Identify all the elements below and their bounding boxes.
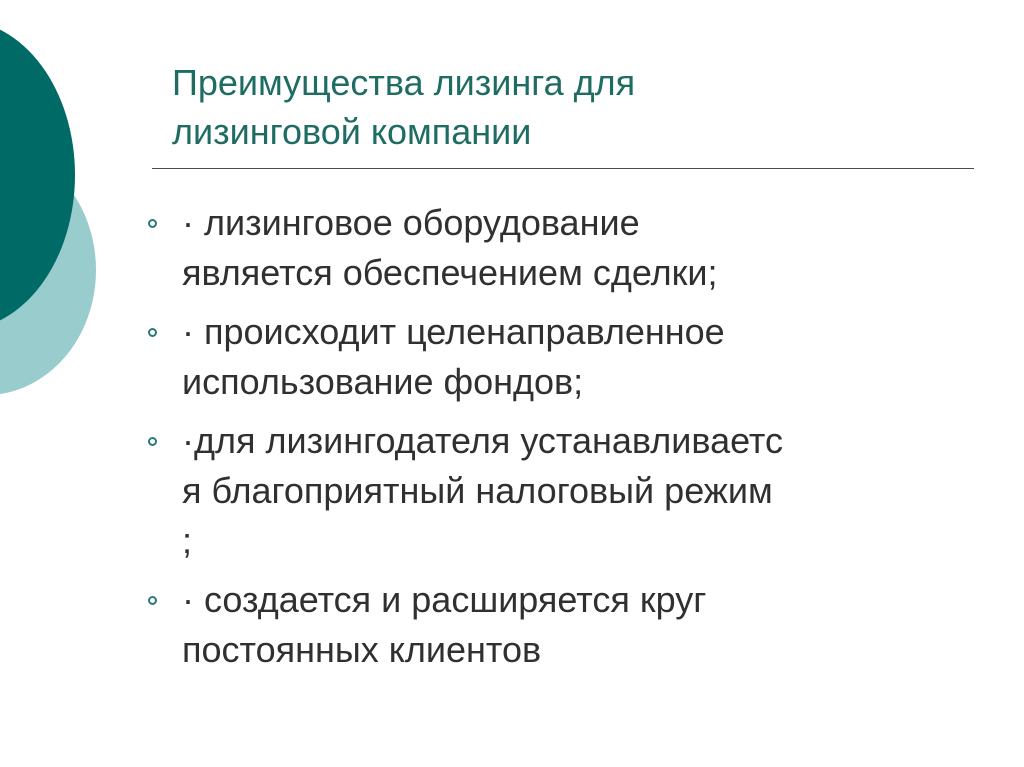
circle-outline-icon xyxy=(148,596,157,605)
advantages-list xyxy=(140,198,980,684)
slide-title-text: Преимущества лизинга для лизинговой компании xyxy=(172,62,636,152)
slide-title xyxy=(172,58,932,156)
circle-outline-icon xyxy=(148,219,157,228)
list-item xyxy=(140,416,980,566)
list-item-text: ·для лизингодателя устанавливаетс я благоприятный налоговый режим ; xyxy=(182,420,783,561)
list-item xyxy=(140,307,980,407)
circle-outline-icon xyxy=(148,328,157,337)
title-divider xyxy=(152,168,974,169)
list-item-text: · происходит целенаправленное использование фондов; xyxy=(182,311,725,402)
list-item-text: · создается и расширяется круг постоянных клиентов xyxy=(182,579,707,670)
list-item xyxy=(140,198,980,298)
circle-outline-icon xyxy=(148,437,157,446)
list-item xyxy=(140,575,980,675)
list-item-text: · лизинговое оборудование является обеспечением сделки; xyxy=(182,202,718,293)
